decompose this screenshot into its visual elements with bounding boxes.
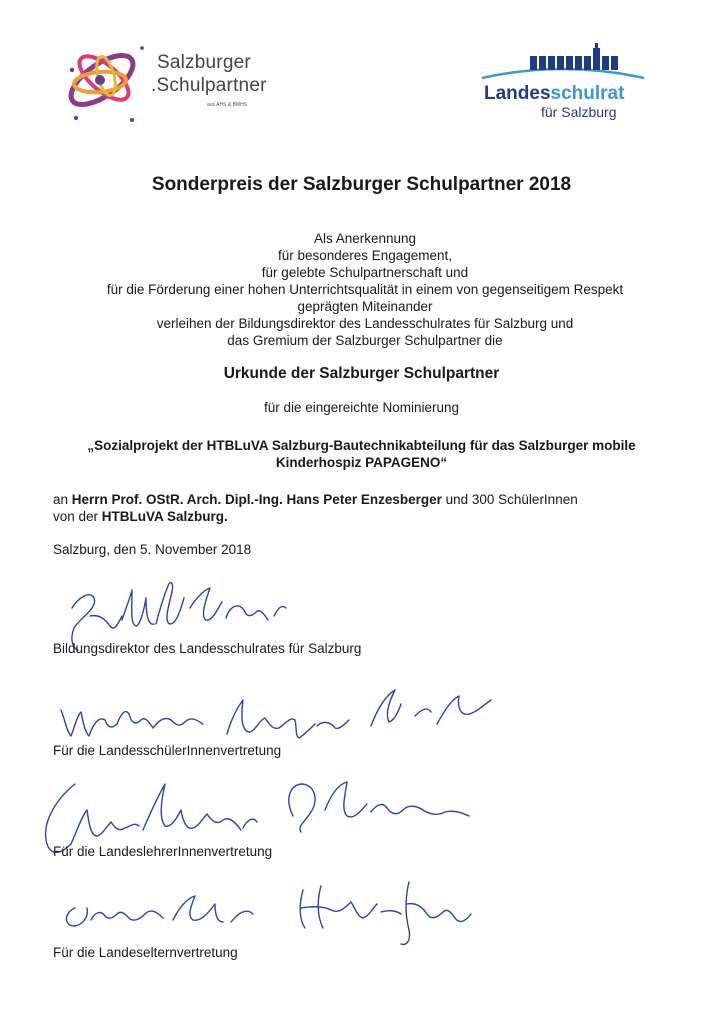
intro-line: verleihen der Bildungsdirektor des Landesschulrates für Salzburg und <box>156 316 574 331</box>
landesschulrat-name-part2: schulrat <box>550 83 625 104</box>
recipient-name: Herrn Prof. OStR. Arch. Dipl.-Ing. Hans Peter Enzesberger <box>71 492 442 507</box>
signature-label: Für die LandeslehrerInnenvertretung <box>53 844 273 859</box>
landesschulrat-building-icon <box>478 40 648 85</box>
signatures-schuelervertretung <box>55 680 505 750</box>
certificate-heading: Urkunde der Salzburger Schulpartner <box>223 365 500 382</box>
landesschulrat-logo-subtitle: für Salzburg <box>541 104 617 120</box>
project-title <box>50 437 673 471</box>
landesschulrat-logo-name <box>484 83 624 105</box>
landesschulrat-name-part1: Landes <box>484 83 551 104</box>
schulpartner-logo-line2: .Schulpartner <box>151 75 267 96</box>
intro-line: geprägten Miteinander <box>297 299 433 314</box>
recipient-block <box>53 491 578 525</box>
recipient-line2-prefix: von der <box>53 509 102 524</box>
recipient-prefix: an <box>53 492 72 507</box>
schulpartner-logo <box>60 30 275 130</box>
document-title: Sonderpreis der Salzburger Schulpartner 2018 <box>151 174 572 195</box>
intro-line: das Gremium der Salzburger Schulpartner die <box>227 333 503 348</box>
nomination-text: für die eingereichte Nominierung <box>263 400 460 415</box>
signatures-elternvertretung <box>55 868 495 948</box>
place-date: Salzburg, den 5. November 2018 <box>53 542 252 557</box>
signature-label: Für die Landeselternvertretung <box>53 945 238 960</box>
intro-line: für gelebte Schulpartnerschaft und <box>261 265 469 280</box>
recipient-school: HTBLuVA Salzburg. <box>101 509 228 524</box>
signature-label: Für die LandesschülerInnenvertretung <box>53 743 282 758</box>
project-title-line1: „Sozialprojekt der HTBLuVA Salzburg-Bautechnikabteilung für das Salzburger mobile <box>87 438 636 453</box>
landesschulrat-logo <box>478 40 648 125</box>
intro-line: für die Förderung einer hohen Unterrichtsqualität in einem von gegenseitigem Respekt <box>106 282 624 297</box>
intro-line: Als Anerkennung <box>313 231 417 246</box>
project-title-line2: Kinderhospiz PAPAGENO“ <box>275 455 448 470</box>
schulpartner-emblem-icon <box>60 30 160 130</box>
intro-line: für besonderes Engagement, <box>277 248 453 263</box>
signature-label: Bildungsdirektor des Landesschulrates für Salzburg <box>53 641 362 656</box>
intro-text <box>60 230 670 349</box>
schulpartner-logo-subtitle: aus AHS & BMHS <box>207 102 248 108</box>
schulpartner-logo-line1: Salzburger <box>157 52 251 73</box>
recipient-suffix: und 300 SchülerInnen <box>441 492 578 507</box>
